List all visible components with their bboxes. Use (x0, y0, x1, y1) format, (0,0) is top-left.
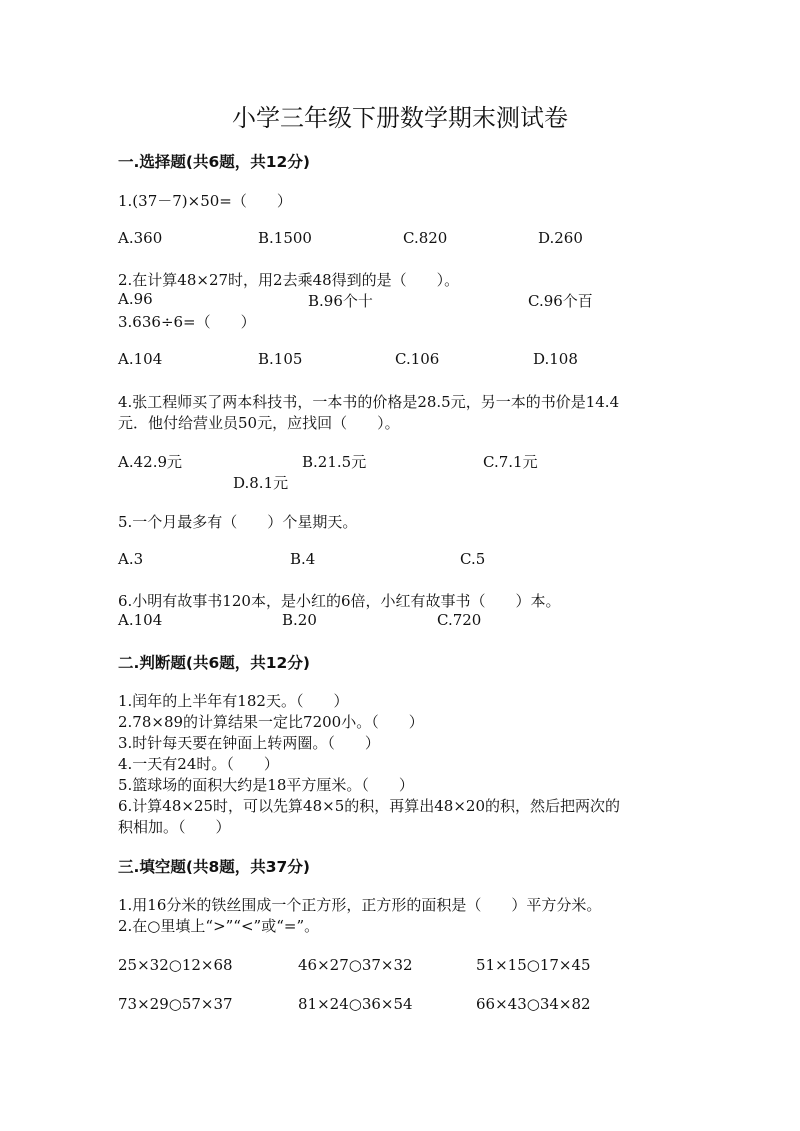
question-6-stem: 6.小明有故事书120本，是小红的6倍，小红有故事书（ ）本。 (118, 592, 561, 610)
question-2-stem: 2.在计算48×27时，用2去乘48得到的是（ ）。 (118, 271, 460, 289)
question-4-stem-line1: 4.张工程师买了两本科技书，一本书的价格是28.5元，另一本的书价是14.4 (118, 393, 620, 411)
q1-option-a: A.360 (118, 229, 163, 247)
q4-option-d: D.8.1元 (233, 474, 289, 492)
judgement-item: 1.闰年的上半年有182天。（ ） (118, 692, 349, 710)
q2-option-c: C.96个百 (528, 292, 593, 310)
q4-option-c: C.7.1元 (483, 453, 538, 471)
page-title: 小学三年级下册数学期末测试卷 (232, 104, 568, 132)
judgement-item: 6.计算48×25时，可以先算48×5的积，再算出48×20的积，然后把两次的 (118, 797, 620, 815)
q5-option-a: A.3 (118, 550, 144, 568)
q1-option-b: B.1500 (258, 229, 312, 247)
q6-option-b: B.20 (282, 611, 317, 629)
judgement-item: 3.时针每天要在钟面上转两圈。（ ） (118, 734, 380, 752)
q1-option-d: D.260 (538, 229, 583, 247)
judgement-item: 积相加。（ ） (118, 818, 231, 836)
q3-option-d: D.108 (533, 350, 578, 368)
q2-option-a: A.96 (118, 290, 153, 308)
question-5-stem: 5.一个月最多有（ ）个星期天。 (118, 513, 358, 531)
judgement-item: 5.篮球场的面积大约是18平方厘米。（ ） (118, 776, 414, 794)
section-heading-choice: 一.选择题(共6题，共12分) (118, 153, 310, 171)
question-1-stem: 1.(37－7)×50=（ ） (118, 192, 292, 210)
q5-option-b: B.4 (290, 550, 316, 568)
q3-option-c: C.106 (395, 350, 440, 368)
judgement-item: 2.78×89的计算结果一定比7200小。（ ） (118, 713, 424, 731)
q6-option-a: A.104 (118, 611, 163, 629)
fill-question-2: 2.在○里填上“>”“<”或“=”。 (118, 917, 320, 935)
q3-option-a: A.104 (118, 350, 163, 368)
section-heading-judgement: 二.判断题(共6题，共12分) (118, 654, 310, 672)
compare-expression: 73×29○57×37 (118, 995, 233, 1013)
q4-option-b: B.21.5元 (302, 453, 367, 471)
q2-option-b: B.96个十 (308, 292, 373, 310)
compare-expression: 81×24○36×54 (298, 995, 413, 1013)
q6-option-c: C.720 (437, 611, 482, 629)
fill-question-1: 1.用16分米的铁丝围成一个正方形，正方形的面积是（ ）平方分米。 (118, 896, 602, 914)
q5-option-c: C.5 (460, 550, 486, 568)
question-3-stem: 3.636÷6=（ ） (118, 313, 256, 331)
compare-expression: 66×43○34×82 (476, 995, 591, 1013)
compare-expression: 51×15○17×45 (476, 956, 591, 974)
q4-option-a: A.42.9元 (118, 453, 182, 471)
q3-option-b: B.105 (258, 350, 303, 368)
q1-option-c: C.820 (403, 229, 448, 247)
section-heading-fill-blank: 三.填空题(共8题，共37分) (118, 858, 310, 876)
compare-expression: 25×32○12×68 (118, 956, 233, 974)
judgement-item: 4.一天有24时。（ ） (118, 755, 279, 773)
compare-expression: 46×27○37×32 (298, 956, 413, 974)
question-4-stem-line2: 元．他付给营业员50元，应找回（ ）。 (118, 414, 400, 432)
